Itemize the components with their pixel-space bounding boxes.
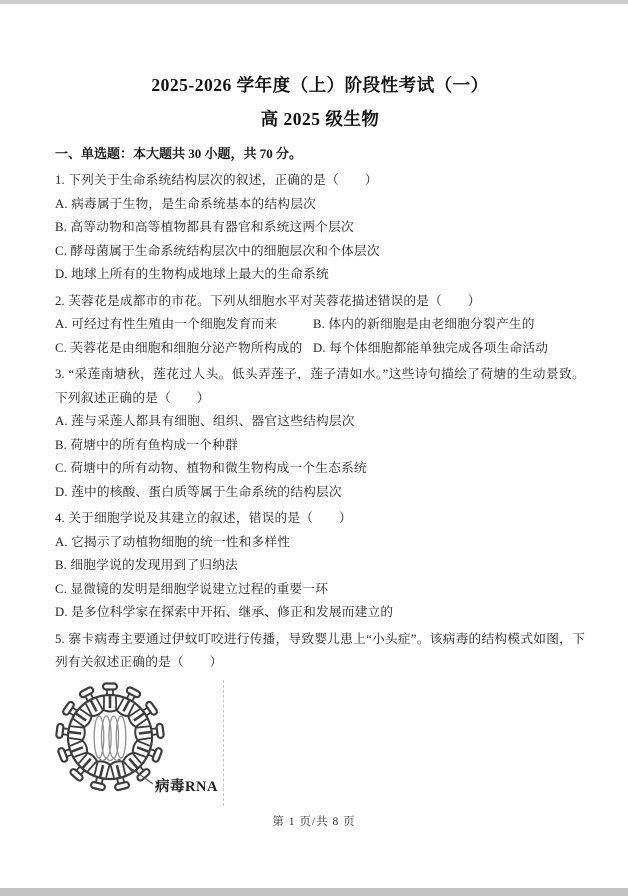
question-1-stem: 1. 下列关于生命系统结构层次的叙述，正确的是（ ） [55,173,378,187]
question-2-options [55,313,585,360]
question-3-stem: 3. “采莲南塘秋，莲花过人头。低头弄莲子，莲子清如水。”这些诗句描绘了荷塘的生动景致。下列叙述正确的是（ ） [55,367,585,405]
virus-rna-label: 病毒RNA [155,778,218,795]
question-3-option-d: D. 莲中的核酸、蛋白质等属于生命系统的结构层次 [55,484,342,499]
virus-figure [55,680,585,807]
question-2-option-d: D. 每个体细胞都能单独完成各项生命活动 [313,340,549,355]
question-2-option-b: B. 体内的新细胞是由老细胞分裂产生的 [313,317,535,331]
question-4 [55,507,585,625]
question-3-option-a: A. 莲与采莲人都具有细胞、组织、器官这些结构层次 [55,414,355,428]
image-edge-dashed-line [223,680,224,806]
question-3-option-b: B. 荷塘中的所有鱼构成一个种群 [55,437,238,452]
question-4-option-c: C. 显微镜的发明是细胞学说建立过程的重要一环 [55,581,329,596]
question-5-stem: 5. 寨卡病毒主要通过伊蚊叮咬进行传播，导致婴儿患上“小头症”。该病毒的结构模式如图，下列有关叙述正确的是（ ） [55,631,585,669]
scan-edge-bottom [0,888,628,896]
exam-subtitle: 高 2025 级生物 [260,109,380,129]
question-4-stem: 4. 关于细胞学说及其建立的叙述，错误的是（ ） [55,511,352,525]
page-footer: 第 1 页/共 8 页 [272,816,356,828]
question-4-option-b: B. 细胞学说的发现用到了归纳法 [55,558,238,572]
virus-rna-coil [94,716,126,761]
question-2 [55,290,585,361]
question-1-option-d: D. 地球上所有的生物构成地球上最大的生命系统 [55,267,329,281]
exam-title: 2025-2026 学年度（上）阶段性考试（一） [151,75,489,95]
question-1-option-a: A. 病毒属于生物，是生命系统基本的结构层次 [55,196,316,211]
question-2-stem: 2. 芙蓉花是成都市的市花。下列从细胞水平对芙蓉花描述错误的是（ ） [55,293,481,308]
question-1-option-c: C. 酵母菌属于生命系统结构层次中的细胞层次和个体层次 [55,243,380,258]
question-5 [55,628,585,675]
question-4-option-d: D. 是多位科学家在探索中开拓、继承、修正和发展而建立的 [55,605,394,619]
exam-content [55,0,585,807]
question-3-option-c: C. 荷塘中的所有动物、植物和微生物构成一个生态系统 [55,461,367,475]
section-header: 一、单选题：本大题共 30 小题，共 70 分。 [55,146,303,161]
question-2-option-a: A. 可经过有性生殖由一个细胞发育而来 [55,317,278,331]
question-4-option-a: A. 它揭示了动植物细胞的统一性和多样性 [55,534,291,549]
question-1-option-b: B. 高等动物和高等植物都具有器官和系统这两个层次 [55,220,354,234]
question-3 [55,363,585,504]
question-1 [55,169,585,287]
question-2-option-c: C. 芙蓉花是由细胞和细胞分泌产物所构成的 [55,340,303,355]
